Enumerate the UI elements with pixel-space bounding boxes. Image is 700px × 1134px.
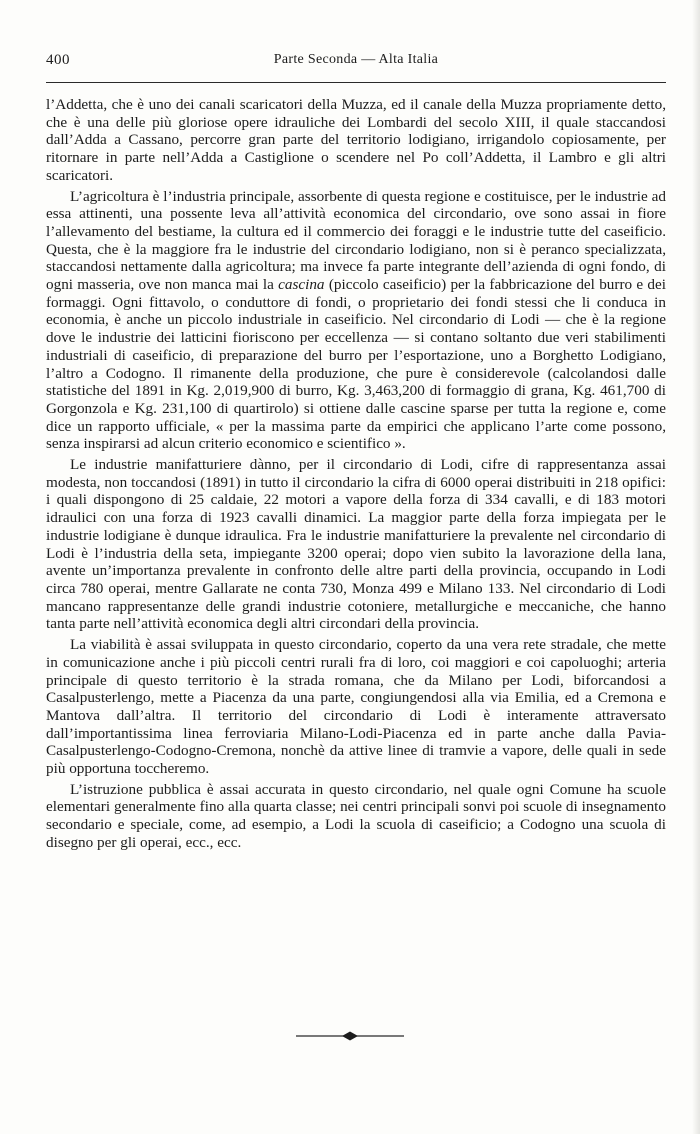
paragraph-text: L’agricoltura è l’industria principale, assorbente di questa regione e costituisce, per le industrie ad essa attinenti, una possente leva all’attività economica del circondario, ove sono assai in fiore l’allevamento del bestiame, la cultura ed il commercio dei foraggi e le industrie tutte del caseificio. Questa, che è la maggiore fra le industrie del circondario lodigiano, non si è peranco specializzata, staccandosi nettamente dalla agricoltura; ma invece fa parte integrante dell’azienda di ogni fondo, di ogni masseria, ove non manca mai la bbox=[46, 187, 666, 294]
section-end-ornament bbox=[290, 1030, 410, 1042]
paragraph-text: La viabilità è assai sviluppata in questo circondario, coperto da una vera rete stradale, che mette in comunicazione anche i più piccoli centri rurali fra di loro, coi maggiori e coi capoluoghi; arteria principale di questo territorio è la strada romana, che da Milano per Lodi, biforcandosi a Casalpusterlengo, mette a Piacenza da una parte, congiungendosi alla via Emilia, ed a Cremona e Mantova dall’altra. Il territorio del circondario di Lodi è interamente attraversato dall’importantissima linea ferroviaria Milano-Lodi-Piacenza ed in parte anche dalla Pavia-Casalpusterlengo-Codogno-Cremona, nonchè da attive linee di tramvie a vapore, delle quali in sede più opportuna toccheremo. bbox=[46, 636, 666, 778]
page-number: 400 bbox=[46, 52, 70, 68]
header-rule bbox=[46, 82, 666, 83]
paragraph-text: Le industrie manifatturiere dànno, per il circondario di Lodi, cifre di rappresentanza assai modesta, non toccandosi (1891) in tutto il circondario la cifra di 6000 operai distribuiti in 218 opifici: i quali dispongono di 25 caldaie, 22 motori a vapore della forza di 334 cavalli, e di 183 motori idraulici con una forza di 1923 cavalli dinamici. La maggior parte della forza impiegata per le industrie lodigiane è dunque idraulica. Fra le industrie manifatturiere la prevalente nel circondario di Lodi è l’industria della seta, impiegante 3200 operai; dopo vien subito la lavorazione della lana, avente un’importanza prevalente in confronto delle altre parti della provincia, occupando in Lodi circa 780 operai, mentre Gallarate ne conta 730, Monza 499 e Milano 133. Nel circondario di Lodi mancano rappresentanze delle grandi industrie cotoniere, metallurgiche e meccaniche, che hanno tanta parte nell’attività economica degli altri circondari della provincia. bbox=[46, 456, 666, 633]
paragraph-istruzione bbox=[46, 781, 666, 852]
paragraph-text: (piccolo caseificio) per la fabbricazione del burro e dei formaggi. Ogni fittavolo, o conduttore di fondi, o proprietario dei fondi stessi che li conduca in economia, è anche un piccolo industriale in caseificio. Nel circondario di Lodi — che è la regione dove le industrie dei latticini fioriscono per eccellenza — si contano soltanto due veri stabilimenti industriali di caseificio, di preparazione del burro per l’esportazione, uno a Borghetto Lodigiano, l’altro a Codogno. Il rimanente della produzione, che pure è considerevole (calcolandosi dalle statistiche del 1891 in Kg. 2,019,900 di burro, Kg. 3,463,200 di formaggio di grana, Kg. 461,700 di Gorgonzola e Kg. 231,100 di quartirolo) si ottiene dalle cascine sparse per tutta la regione e, come dice un rapporto ufficiale, « per la massima parte da empirici che applicano l’arte come possono, senza inspirarsi ad alcun criterio economico e scientifico ». bbox=[46, 276, 666, 453]
page-header bbox=[46, 52, 666, 74]
paragraph-text: l’Addetta, che è uno dei canali scaricatori della Muzza, ed il canale della Muzza propriamente detto, che è una delle più gloriose opere idrauliche dei Lombardi del secolo XIII, il quale staccandosi dall’Adda a Cassano, percorre gran parte del territorio lodigiano, irrigandolo copiosamente, per ritornare in parte nell’Adda a Castiglione o scendere nel Po coll’Addetta, il Lambro e gli altri scaricatori. bbox=[46, 96, 666, 184]
paragraph-agricoltura bbox=[46, 188, 666, 454]
paragraph-addetta bbox=[46, 96, 666, 185]
paragraph-viabilita bbox=[46, 636, 666, 778]
italic-term-cascina: cascina bbox=[278, 276, 325, 294]
page-edge-shadow bbox=[692, 0, 700, 1134]
running-title: Parte Seconda — Alta Italia bbox=[273, 52, 439, 67]
paragraph-industrie-manifatturiere bbox=[46, 456, 666, 633]
paragraph-text: L’istruzione pubblica è assai accurata in questo circondario, nel quale ogni Comune ha scuole elementari generalmente fino alla quarta classe; nei centri principali sonvi poi scuole di insegnamento secondario e speciale, come, ad esempio, a Lodi la scuola di caseificio; a Codogno una scuola di disegno per gli operai, ecc., ecc. bbox=[46, 780, 666, 851]
body-text bbox=[46, 96, 666, 852]
